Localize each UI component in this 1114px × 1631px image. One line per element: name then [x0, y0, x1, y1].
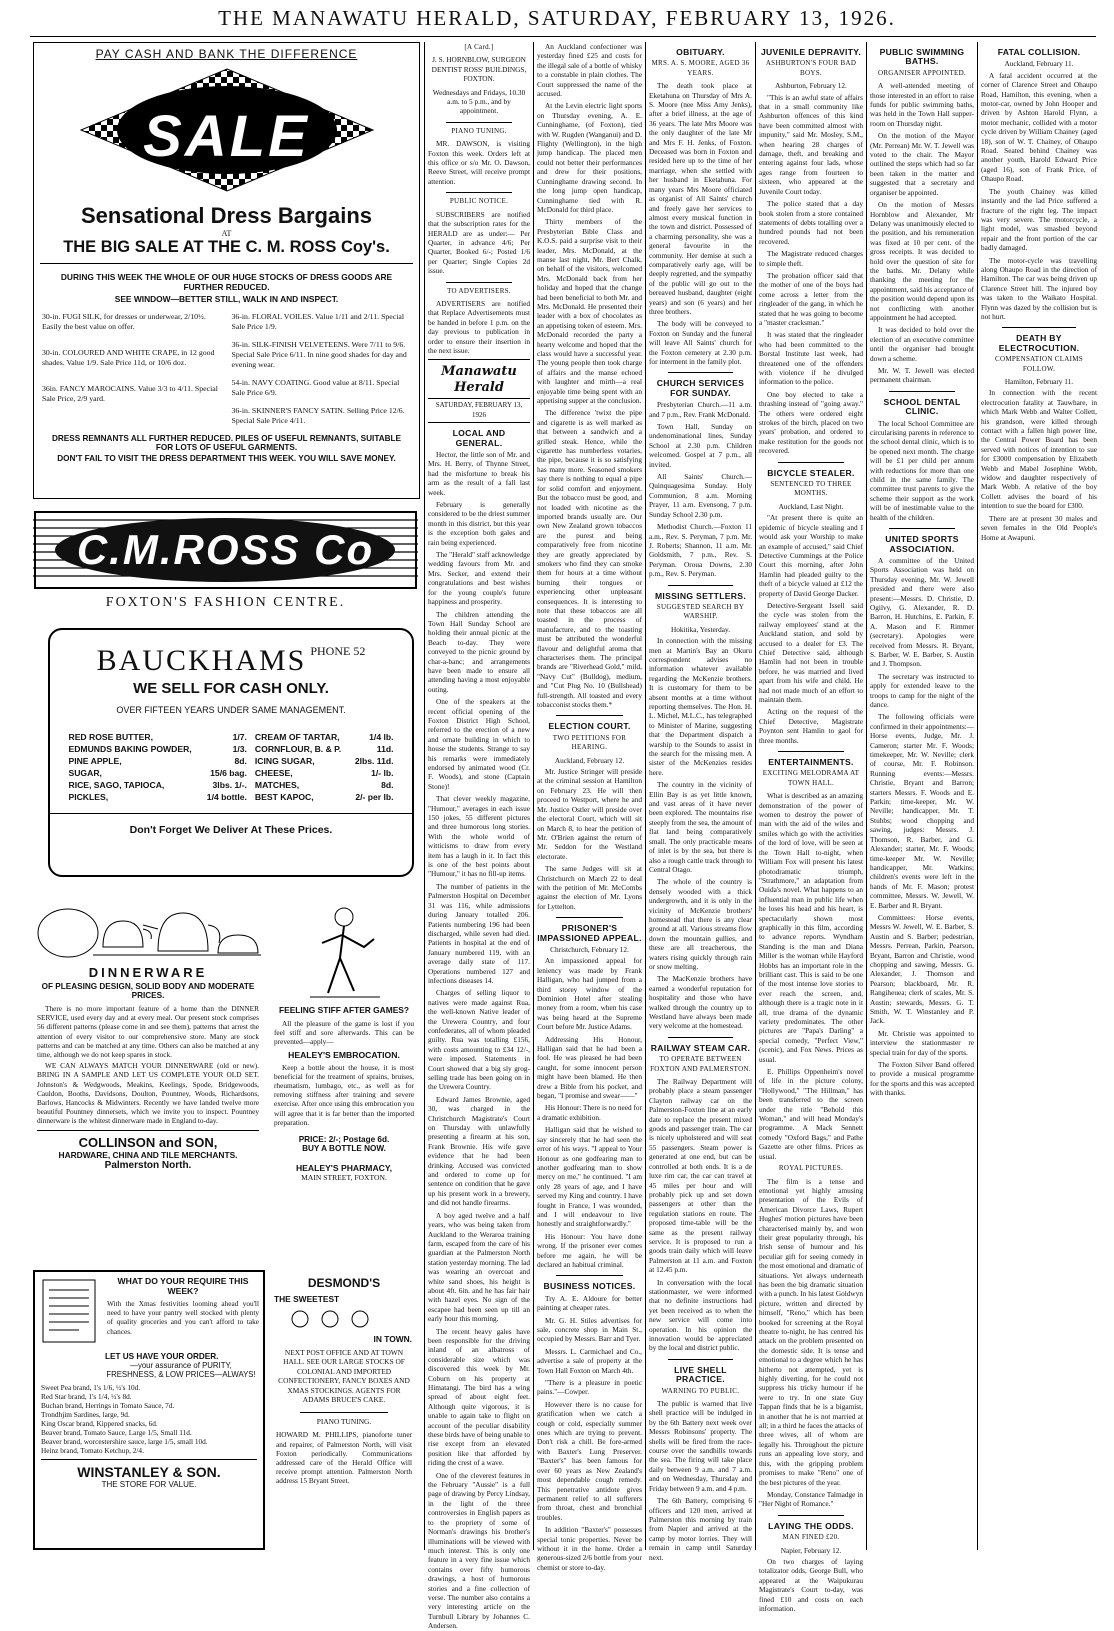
- column-5: [649, 42, 752, 1562]
- odds-dateline: Napier, February 12.: [780, 1545, 842, 1555]
- news-paragraph: Halligan said that he wished to say sincerely that he had seen the error of his ways. "I appeal to Your Honour as one godfearing man to another godfearing man to show mercy on me," he continued. "I am only 28 years of age, and I have served my King and country. I have fought in France, I was wounded, and I will endeavour to live honestly and straightforwardly.": [537, 1125, 642, 1229]
- desmonds-body: NEXT POST OFFICE AND AT TOWN HALL. SEE OUR LARGE STOCKS OF COLONIAL AND IMPORTED CONFECTIONERY, FANCY BOXES AND XMAS STOCKINGS. AGENTS FOR ADAMS BRUCE'S CAKE.: [278, 1348, 410, 1405]
- bicycle-head: BICYCLE STEALER.: [767, 467, 855, 478]
- obituary-sub: MRS. A. S. MOORE, AGED 36 YEARS.: [651, 59, 750, 77]
- news-paragraph: The 6th Battery, comprising 6 officers and 120 men, arrived at Palmerston this morning by train from Napier and arrived at the camp by motor lorries. They will remain in camp until Saturday next.: [649, 1496, 752, 1562]
- entertainments-sub: EXCITING MELODRAMA AT TOWN HALL.: [762, 769, 860, 787]
- news-paragraph: The "Herald" staff acknowledge wedding favours from Mr. and Mrs. Secker, and extend their congratulations and best wishes for the young couple's future happiness and prosperity.: [428, 550, 530, 607]
- news-paragraph: It was stated that the ringleader who had been committed to the Borstal Institute last week, had threatened one of the offenders with violence if he divulged information to the police.: [759, 330, 863, 387]
- public-notice-body: SUBSCRIBERS are notified that the subscription rates for the HERALD are as under:— Per Quarter, in advance 4/6; Per Quarter, Booked 6/-; Posted 1/6 per Quarter; Single Copies 2d issue.: [428, 209, 530, 276]
- sale-subhead: THE BIG SALE AT THE C. M. ROSS Coy's.: [63, 238, 390, 256]
- dinnerware-body2: WE CAN ALWAYS MATCH YOUR DINNERWARE (old or new). BRING IN A SAMPLE AND LET US COMPLETE YOUR OLD SET. Johnston's & Wedgwoods, Meakins, Keelings, Spode, Bridgewoods, Cauldon, Booths, Davidsons, Doulton, Pountney, Woods, Richardsons, Barlows, Hancocks & Midwinters. Recently we have landed twelve more beautiful Pountney dinnersets, which we invite you to inspect. Pountney dinnerware is the whitest dinnerware made in England to-day.: [37, 1061, 259, 1126]
- news-paragraph: A committee of the United Sports Association was held on Thursday evening, Mr. W. Jewell presided and there were also present:—Messrs. D. Christie, D. Ogilvy, G. Alexander, R. D. Barron, H. Hutchins, E. Parkin, F. A. Mason and F. Rimmer (secretary). Apologies were received from Messrs. R. Bryant, S. Barber, W. E. Barber, S. Austin and J. Thompson.: [870, 555, 974, 669]
- healeys-ad: [270, 903, 418, 1263]
- news-paragraph: The Foxton Silver Band offered to provide a musical programme for the sports and this was accepted with thanks.: [870, 1060, 974, 1098]
- news-paragraph: The secretary was instructed to apply for extended leave to the troops to camp for the night of the dance.: [870, 671, 974, 709]
- price-item: PICKLES,: [68, 792, 109, 802]
- winstanley-firm: WINSTANLEY & SON.: [77, 1464, 221, 1480]
- news-paragraph: In connection with the recent electrocution fatality at Tauwhare, in which Mark Webb and Walter Collett, his grandson, were killed through contact with a fallen high power line, the Central Power Board has been served with notices of intention to sue for £3000 compensation by Elizabeth Webb and Mabel Josephine Webb, widow and daughter respectively of Mark Webb. A relative of the boy Collett advises the board of his intention to sue the board for £300.: [981, 388, 1097, 511]
- piano-body: MR. DAWSON, is visiting Foxton this week. Orders left at this office or s/o Mr. O. Dawson, Reeve Street, will receive prompt attention.: [428, 139, 530, 186]
- price-row: [64, 779, 397, 791]
- price-value: 2/- per lb.: [355, 792, 394, 802]
- news-paragraph: Acting on the request of the Chief Detective, Magistrate Poynton sent Hamlin to gaol for three months.: [759, 707, 863, 745]
- price-value: 1/3.: [232, 744, 247, 754]
- column-4: [537, 42, 642, 1572]
- news-paragraph: The number of patients in the Palmerston Hospital on December 31 was 116, while admissions during January totalled 206. Patients numbering 196 had been discharged, while seven had died. Patients in hospital at the end of January numbered 119, with an average daily state of 117. Operations numbered 127 and infections diseases 14.: [428, 881, 530, 985]
- news-paragraph: There are at present 30 males and seven females in the Old People's Home at Awapuni.: [981, 513, 1097, 542]
- news-paragraph: The children attending the Town Hall Sunday School are holding their annual picnic at the Beach to-day. They were conveyed to the picnic ground by char-a-banc; and arrangements have been made to ensure all attending having a most enjoyable outing.: [428, 609, 530, 694]
- paper-title: Manawatu Herald: [441, 364, 517, 396]
- winstanley-body: With the Xmas festivities looming ahead you'll need to have your pantry well stocked with plenty of quality groceries and you can't afford to take chances.: [107, 1299, 259, 1336]
- winstanley-item: Beaver brand, worcestershire sauce, large 1/5, small 10d.: [41, 1437, 208, 1446]
- dinnerware-sub: OF PLEASING DESIGN, SOLID BODY AND MODERATE PRICES.: [41, 982, 255, 1000]
- news-paragraph: Town Hall, Sunday on undenominational lines, Sunday School at 2.30 p.m. Children welcomed. Gospel at 7 p.m., all invited.: [649, 422, 752, 469]
- news-paragraph: One boy elected to take a thrashing instead of "going away." The others were ordered eight strokes of the birch, placed on two years' probation, and ordered to make restitution for the goods not recovered.: [759, 389, 863, 456]
- sports-head: UNITED SPORTS ASSOCIATION.: [885, 534, 959, 554]
- winstanley-head: WHAT DO YOUR REQUIRE THIS WEEK?: [117, 1276, 249, 1296]
- news-paragraph: The youth Chainey was killed instantly and the lad Price suffered a fracture of the right leg. The impact was very severe. The motorcycle, a light model, was smashed beyond repair and the front portion of the car badly damaged.: [981, 186, 1097, 253]
- winstanley-body2: —your assurance of PURITY, FRESHNESS, & LOW PRICES—ALWAYS!: [106, 1361, 256, 1379]
- healeys-product: HEALEY'S EMBROCATION.: [288, 1049, 400, 1060]
- healeys-body: All the pleasure of the game is lost if you feel stiff and sore afterwards. This can be prevented—apply—: [274, 1019, 414, 1047]
- column-rule: [645, 42, 646, 1550]
- dentist-hours: Wednesdays and Fridays, 10.30 a.m. to 5 p.m., and by appointment.: [432, 87, 526, 116]
- news-paragraph: Charges of selling liquor to natives were made against Rua, the well-known Native leader of the Urewera Country, and four confederates, all of whom pleaded guilty. Rua was totalling £156, with costs amounting to £34 12/-, were imposed. Statements in Court showed that a big sly grog-selling trade has been going on in the Urewera Country.: [428, 988, 530, 1092]
- news-paragraph: The same Judges will sit at Christchurch on March 22 to deal with the petition of Mr. McCombs against the election of Mr. Lyons for Lyttelton.: [537, 864, 642, 911]
- bicycle-sub: SENTENCED TO THREE MONTHS.: [770, 480, 852, 498]
- price-item: RED ROSE BUTTER,: [68, 732, 153, 742]
- sale-at: AT: [221, 229, 232, 238]
- news-paragraph: At the Levin electric light sports on Thursday evening, A. E. Cunninghame, (of Foxton), tied with W. Rugden (Wanganui) and D. Flighty (Wellington), in the high jump handicap. The placed men could not better their performances and drew for their positions, Cunninghame drawing second. In the long jump open handicap, Cunninghame tied with R. McDonald for third place.: [537, 101, 642, 214]
- news-paragraph: Thirty members of the Presbyterian Bible Class and K.O.S. paid a surprise visit to their leader, Mrs. McDonald, at the manse last night, Mr. Bert Chalk, on behalf of the visitors, welcomed Mrs. McDonald back from her holiday and hoped that the change had been beneficial to both Mr. and Mrs. McDonald. He presented their leader with a box of chocolates as an appetising token of esteem. Mrs. McDonald recorded the party a hearty welcome and hoped that the class would have a successful year. The young people then took charge of affairs and the manse echoed with laughter and mirth—a real enjoyable time being spent with an appetising supper at the conclusion.: [537, 217, 642, 406]
- news-paragraph: The film is a tense and emotional yet highly amusing presentation of the Evils of American Divorce Laws, Rupert Hughes' motion pictures have been characterised mainly by, and won their great popularity through, his Irish sense of humour and his peculiar gift for seeing comedy in the most emotional and dramatic of situations. Yet always underneath has been the big dramatic situation with a punch. In his latest Goldwyn picture, written and directed by himself, "Reno," which has been booked for screening at the Royal theatre to-night, he has centred his attack on the problem presented on the domestic side. It is tense and emotional to a degree which he has hitherto not attempted, yet is highly diverting, for he could not suppress his tricky humour if he were to try. In one state Guy Tappan finds that he is a bigamist, in another that he is not married at all; in a third he faces the attacks of three wives, all of whom are legally his. Throughout the picture runs an appealing love story, and this, with the gripping problem promises to make "Reno" one of the best pictures of the year.: [759, 1176, 863, 1487]
- sale-headline: Sensational Dress Bargains: [80, 203, 372, 228]
- swim-head: PUBLIC SWIMMING BATHS.: [879, 47, 965, 67]
- news-paragraph: The country in the vicinity of Ellin Bay is as yet little known, and vast areas of it have never been explored. The mountains rise steeply from the sea, the amount of flat land being comparatively small. The only practicable means of inlet is by the sea, but there is also a rough cattle track through to Central Otago.: [649, 780, 752, 874]
- desmonds-sweetest: THE SWEETEST: [274, 1294, 340, 1304]
- news-paragraph: The body will be conveyed to Foxton on Sunday and the funeral will leave All Saints' church for the Foxton cemetery at 2.30 p.m. for interment in the family plot.: [649, 319, 752, 366]
- sale-item: 36in. FANCY MAROCAINS. Value 3/3 to 4/11. Special Sale Price, 2/9 yard.: [42, 384, 218, 403]
- news-paragraph: In addition "Baxter's" possesses special tonic properties. Never be without it in the home. Order a generous-sized 2/6 bottle from your chemist or store to-day.: [537, 1525, 642, 1572]
- news-paragraph: The probation officer said that the mother of one of the boys had come across a letter from the ringleader of the gang, in which he stated that he was going to become a "master cracksman.": [759, 270, 863, 327]
- price-value: 3lbs. 1/-.: [212, 780, 247, 790]
- bauckhams-ad: [48, 628, 414, 877]
- juvenile-sub: ASHBURTON'S FOUR BAD BOYS.: [765, 59, 857, 77]
- advertisers-head: TO ADVERTISERS.: [447, 286, 511, 295]
- dinnerware-firm: COLLINSON and SON,: [78, 1134, 218, 1150]
- news-paragraph: The difference 'twixt the pipe and cigarette is as well marked as that between a sandwich and a grilled steak. Hence, while the cigarette has numberless votaries, the pipe, because it is so satisfying has many more. Seasoned smokers say there is nothing to equal a pipe for solid comfort and enjoyment. But the tobacco must be good, and not loaded with nicotine as the imported brands usually are. Our own New Zealand grown tobaccos are the purest and being comparatively free from nicotine they are greatly appreciated by smokers who find they can smoke them for hours at a time without burning their tongues or experiencing other unpleasant consequences. It is interesting to note that these tobaccos are all toasted in the process of manufacture, and to the toasting must be attributed the wonderful flavour and delightful aroma that characterises them. The principal brands are "Riverhead Gold," mild, "Navy Cut" (Bulldog), medium, and "Cut Plug No. 10 (Bullshead) full-strength. All toasted and every tobacconist stocks them.*: [537, 408, 642, 710]
- sale-intro2: SEE WINDOW—BETTER STILL, WALK IN AND INSPECT.: [114, 294, 339, 304]
- winstanley-item: Sweet Pea brand, 1's 1/6, ½'s 10d.: [41, 1383, 141, 1392]
- bicycle-dateline: Auckland, Last Night.: [778, 501, 844, 511]
- price-row: [64, 767, 397, 779]
- column-7-content: [870, 42, 974, 1550]
- public-notice-head: PUBLIC NOTICE.: [449, 197, 509, 206]
- winstanley-item: Trondhjim Sardines, large, 9d.: [41, 1410, 130, 1419]
- sale-intro: DURING THIS WEEK THE WHOLE OF OUR HUGE STOCKS OF DRESS GOODS ARE FURTHER REDUCED.: [60, 272, 393, 292]
- news-paragraph: His Honour: There is no need for a dramatic exhibition.: [537, 1103, 642, 1122]
- card-label: [A Card.]: [464, 43, 494, 51]
- healeys-head: FEELING STIFF AFTER GAMES?: [279, 1005, 409, 1015]
- price-value: 1/4 bottle.: [206, 792, 247, 802]
- news-paragraph: The local School Committee are circularising parents in reference to the school dental clinic, which is to be opened next month. The charge will be £1 per child per annum with reductions for more than one child in the same family. The committee trust parents to give the scheme their support as the work will be of inestimable value to the health of the children.: [870, 418, 974, 522]
- news-paragraph: Mr. Christie was appointed to interview the stationmaster re special train for day of the sports.: [870, 1028, 974, 1057]
- paper-date: SATURDAY, FEBRUARY 13, 1926: [435, 401, 523, 419]
- sale-ad: [33, 42, 420, 499]
- sale-banner: PAY CASH AND BANK THE DIFFERENCE: [95, 47, 358, 61]
- news-paragraph: Try A. E. Aldoure for better painting at cheaper rates.: [537, 1293, 642, 1313]
- column-6: [759, 42, 863, 1613]
- piano-tuning-phillips: HOWARD M. PHILLIPS, pianoforte tuner and repairer, of Palmerston North, will visit Foxton periodically. Communications addressed care of the Herald Office will receive prompt attention. Palmerston North address 15 Bryant Street.: [276, 1430, 412, 1486]
- juvenile-dateline: Ashburton, February 12.: [775, 81, 847, 91]
- sale-item: 54-in. NAVY COATING. Good value at 8/11. Special Sale Price 6/9.: [231, 378, 400, 397]
- election-dateline: Auckland, February 12.: [554, 755, 625, 765]
- news-paragraph: Methodist Church.—Foxton 11 a.m., Rev. S. Peryman, 7 p.m. Mr. J. Roberts; Shannon, 11 a.m. Mr. Goldsmith, 7 p.m., Rev. S. Peryman. Oroua Downs, 2.30 p.m., Rev. S. Peryman.: [649, 522, 752, 579]
- news-paragraph: Mr. Justice Stringer will preside at the criminal session at Hamilton on February 23. He will then proceed to Westport, where he and Mr. Justice Ostler will preside over the electoral Court, which will sit on March 8, to hear the petition of Mr. O'Brien against the return of Mr. Seddon for the Westland electorate.: [537, 767, 642, 861]
- news-paragraph: His Honour: You have done wrong. If the prisoner ever comes before me again, he will be declared an habitual criminal.: [537, 1231, 642, 1269]
- news-paragraph: The death took place at Eketahuna on Thursday of Mrs A. S. Moore (nee Miss Amy Jenks), after a brief illness, at the age of 36 years. The late Mrs Moore was the only daughter of the late Mr and Mrs F. H. Jenks, of Foxton. Deceased was born in Foxton and resided here up to the time of her marriage, when she settled with her husband in Eketahuna. For many years Mrs Moore officiated as organist of All Saints' church and freely gave her services to almost every musical function in the town and district. Possessed of a charming personality, she was a general favourite in the community. Her demise at such a comparatively early age, will be deeply regretted, and the sympathy of the public will go out to the bereaved husband, daughter (eight years) and son (6 years) and her three brothers.: [649, 81, 752, 316]
- news-paragraph: One of the cleverest features in the February "Aussie" is a full page of drawing by Percy Lindsay, in the light of the three controversies in English papers as to the propriety of some of Norman's drawings his brother's illuminations will be viewed with much interest. This is only one feature in a very fine issue which contains over fifty humorous drawings, a host of humorous stories and a fine collection of verse. The number also contains a very interesting article on the Turnbull Library by Johannes C. Andersen.: [428, 1470, 530, 1631]
- column-rule: [866, 42, 867, 1550]
- sale-item: 36-in. FLORAL VOILES. Value 1/11 and 2/11. Special Sale Price 1/9.: [231, 312, 405, 331]
- news-paragraph: The motor-cycle was travelling along Ohaupo Road in the direction of Hamilton. The car was being driven up Clarence Street hill. The injured boy was taken to the Waikato Hospital. Flynn was dazed by the collision but is not hurt.: [981, 255, 1097, 321]
- column-rule: [755, 42, 756, 1550]
- athlete-graphic: [270, 903, 418, 1003]
- news-paragraph: Mr. W. T. Jewell was elected permanent chairman.: [870, 366, 974, 385]
- winstanley-item: King Oscar brand, Kippered snacks, 6d.: [41, 1419, 158, 1428]
- news-paragraph: However there is no cause for gratification when we catch a cough or cold, especially summer ones which are trying to prevent. Don't risk a chill. Be fore-armed with Baxter's Lung Preserver. "Baxter's" has been famous for over 60 years as New Zealand's most dependable cough remedy. This penetrative antidote gives permanent relief to all sufferers from throat, chest and bronchial troubles.: [537, 1399, 642, 1522]
- dinnerware-body: There is no more important feature of a home than the DINNER SERVICE, used every day and at every meal. Our present stock comprises 56 different patterns (please come in and see them), patterns that arrest the attention of every visitor to our comprehensive store. Many are stock patterns and can be matched at any time. Others can also be matched at any time, although we do not keep spares in stock.: [37, 1004, 259, 1060]
- news-paragraph: E. Phillips Oppenheim's novel of life in the picture colony, "Hollywood," "The Hillman," has been transferred to the screen under the title "Behold this Woman," and will head Monday's programme. A Mack Sennett comedy "Oxford Bags," and Pathe Gazette are other films. Prices as usual.: [759, 1067, 863, 1161]
- bauckhams-footer: Don't Forget We Deliver At These Prices.: [129, 824, 333, 836]
- news-paragraph: Committees: Horse events, Messrs W. Jewell, W. E. Barber, S. Austin and S. Barber; pedestrian, Messrs. Perrean, Parkin, Pearson, Bryant, Barron and Christie, wood chopping and sawing, Messrs. G. Alexander, J. Thomson and Pearson; blackboard, Mr. R. Rangiheuea; clerk of scales, Mr. S. Austin; stewards, Messrs. G. T. Smith, W. T. Winstanley and P. Jack.: [870, 912, 974, 1026]
- dentist-notice: J. S. HORNBLOW, SURGEON DENTIST ROSS' BUILDINGS, FOXTON.: [431, 55, 527, 84]
- desmonds-piano-head: PIANO TUNING.: [316, 1417, 372, 1427]
- railway-head: RAILWAY STEAM CAR.: [650, 1042, 751, 1053]
- price-item: BEST KAPOC,: [254, 792, 314, 802]
- swim-sub: ORGANISER APPOINTED.: [877, 68, 967, 77]
- healeys-buy: BUY A BOTTLE NOW.: [302, 1144, 386, 1154]
- sweets-graphic: [270, 1304, 418, 1334]
- price-item: RICE, SAGO, TAPIOCA,: [68, 780, 165, 790]
- odds-sub: MAN FINED £20.: [782, 1533, 840, 1542]
- column-rule: [533, 42, 534, 1550]
- healeys-firm: HEALEY'S PHARMACY,: [295, 1163, 393, 1174]
- dinnerware-town: Palmerston North.: [104, 1159, 192, 1171]
- news-paragraph: "At present there is quite an epidemic of bicycle stealing and I would ask your Worship to make an example of accused," said Chief Detective Cummings at the Police Court this morning, after John Hamlin had pleaded guilty to the theft of a bicycle valued at £12 the property of David George Dacker.: [759, 513, 863, 598]
- sale-footer2: DON'T FAIL TO VISIT THE DRESS DEPARTMENT THIS WEEK. YOU WILL SAVE MONEY.: [57, 454, 396, 463]
- church-head: CHURCH SERVICES FOR SUNDAY.: [656, 378, 745, 398]
- desmonds-ad: [270, 1270, 418, 1546]
- news-paragraph: That clever weekly magazine, "Humour," averages in each issue 150 jokes, 55 different pictures and three humorous long stories. With the whole world of witticisms to draw from every item has a laugh in it. In fact this is one of the best points about "Humour," it has no fill-up items.: [428, 794, 530, 879]
- piano-head: PIANO TUNING.: [451, 126, 507, 135]
- shell-head: LIVE SHELL PRACTICE.: [674, 1364, 727, 1385]
- electrocution-sub: COMPENSATION CLAIMS FOLLOW.: [995, 355, 1083, 373]
- grocery-order-graphic: [39, 1276, 99, 1346]
- dental-head: SCHOOL DENTAL CLINIC.: [883, 396, 961, 417]
- winstanley-item: Beaver brand, Tomato Sauce, Large 1/5, Small 11d.: [41, 1428, 192, 1437]
- sale-item: 36-in. SILK-FINISH VELVETEENS. Were 7/11 to 9/6. Special Sale Price 6/11. In nine good shades for day and evening wear.: [231, 340, 407, 369]
- bauckhams-slogan: WE SELL FOR CASH ONLY.: [133, 680, 329, 697]
- winstanley-item: Red Star brand, 1's 1/4, ½'s 8d.: [41, 1392, 132, 1401]
- railway-sub: TO OPERATE BETWEEN FOXTON AND PALMERSTON.: [650, 1055, 751, 1073]
- price-value: 15/6 bag.: [210, 768, 247, 778]
- news-paragraph: Presbyterian Church.—11 a.m. and 7 p.m., Rev. Frank McDonald.: [649, 400, 752, 419]
- price-item: EDMUNDS BAKING POWDER,: [68, 744, 192, 754]
- news-paragraph: The Magistrate reduced charges to simple theft.: [759, 249, 863, 268]
- column-rule: [977, 42, 978, 1550]
- news-paragraph: On two charges of laying totalizator odds, George Bull, who appeared at the Waipukurau Magistrate's Court to-day, was fined £10 and costs on each information.: [759, 1556, 863, 1613]
- ross-ad: [33, 510, 418, 615]
- news-paragraph: Monday, Constance Talmadge in "Her Night of Romance.": [759, 1489, 863, 1509]
- bauckhams-price-table: [64, 731, 397, 803]
- business-head: BUSINESS NOTICES.: [543, 1281, 636, 1292]
- news-paragraph: The Railway Department will probably place a steam passenger Clayton railway car on the Palmerston-Foxton line at an early date to replace the present mixed goods and passenger train. The car is nicely upholstered and will seat 55 passengers. Steam power is generated at one end, but can be controlled at both ends. It is a de luxe rim car, the car can travel at 45 miles per hour and will probably pick up and set down passengers at other than the regulation stations en route. The proposed time-table will be the same as the present railway service. It is proposed to run a goods train daily which will leave Palmerston at 11 a.m. and Foxton at 12.45 p.m.: [649, 1077, 752, 1275]
- dinnerware-title: DINNERWARE: [88, 965, 208, 980]
- price-value: 2lbs. 11d.: [354, 756, 394, 766]
- price-row: [64, 743, 397, 755]
- ross-logo: C.M.ROSS Co: [76, 526, 375, 573]
- news-paragraph: The police stated that a day book stolen from a store contained statements of debts totalling over a hundred pounds had not been recovered.: [759, 199, 863, 246]
- news-paragraph: "This is an awful state of affairs that in a small community like Ashburton offences of this kind have been committed almost with impunity," said Mr. Mosley, S.M., when hearing 28 charges of damage, theft, and breaking and entering against four lads, whose ages range from fourteen to sixteen, who appeared at the Juvenile Court today.: [759, 92, 863, 196]
- electrocution-head: DEATH BY ELECTROCUTION.: [998, 333, 1080, 353]
- price-row: [64, 755, 397, 767]
- ross-tagline: FOXTON'S FASHION CENTRE.: [105, 595, 346, 610]
- news-paragraph: Edward James Brownie, aged 30, was charged in the Christchurch Magistrate's Court on Thursday with unlawfully presenting a firearm at his son, Frank Brownie. His wife gave evidence that he had been drinking. Accused was convicted and ordered to come up for sentence on condition that he gave up his present work in a brewery, and did not handle firearms.: [428, 1094, 530, 1208]
- news-paragraph: In connection with the missing men at Martin's Bay an Okuru correspondent advises no information whatever available regarding the McKenzie brothers. It is customary for them to be absent months at a time without reporting themselves. The Hon. H. L. Michel, M.L.C., has telegraphed to Minister of Marine, suggesting that the Department dispatch a warship to the Sounds to assist in the search for the missing men. A sister of the McKenzies resides here.: [649, 636, 752, 777]
- price-item: CREAM OF TARTAR,: [254, 732, 340, 742]
- sale-item: 36-in. SKINNER'S FANCY SATIN. Selling Price 12/6. Special Sale Price 4/11.: [231, 406, 405, 425]
- masthead: THE MANAWATU HERALD, SATURDAY, FEBRUARY 13, 1926.: [218, 6, 896, 30]
- election-head: ELECTION COURT.: [548, 721, 631, 732]
- odds-head: LAYING THE ODDS.: [768, 1520, 854, 1531]
- prisoner-dateline: Christchurch, February 12.: [550, 944, 629, 954]
- healeys-address: MAIN STREET, FOXTON.: [301, 1173, 387, 1183]
- winstanley-ad: [33, 1270, 265, 1550]
- election-sub: TWO PETITIONS FOR HEARING.: [552, 733, 627, 752]
- missing-sub: SUGGESTED SEARCH BY WARSHIP.: [656, 602, 745, 621]
- news-paragraph: Addressing His Honour, Halligan said that he had been a fool. He was pleased he had been caught, for some innocent person might have been blamed. He then drew a Bible from his pocket, and began, "I promise and swear——": [537, 1034, 642, 1101]
- winstanley-tag: THE STORE FOR VALUE.: [101, 1480, 197, 1489]
- news-paragraph: Detective-Sergeant Issell said the cycle was stolen from the railway employees' stand at the Auckland station, and sold by accused to a dealer for £3. The Chief Detective said, although Hamlin had not been in trouble before, he was married and lived apart from his wife and child. He had not made much of an effort to maintain them.: [759, 600, 863, 704]
- news-paragraph: "There is a pleasure in poetic pains."—Cowper.: [537, 1378, 642, 1397]
- news-paragraph: A boy aged twelve and a half years, who was being taken from Auckland to the Weraroa training farm, escaped from the care of his guardian at the Palmerston North station yesterday morning. The lad was wearing an overcoat and white sand shoes, his height is about 4ft. 6in. and he has fair hair with hazel eyes. No sign of the escapee had been seen up till an early hour this morning.: [428, 1210, 530, 1324]
- news-paragraph: What is described as an amazing demonstration of the power of women to destroy the power of man with the aid of the wiles and smiles which go with the activities of the lord of love, will be seen at the Town Hall to-night, when William Fox will present his latest photodramatic triumph, "Strathmore," an adaptation from Ouida's novel. What happens to an influential man in public life when he loses his head and his heart, is spectacularly shown most graphically in this film, according to advance reports. Wyndham Standing is the man and Diana Miller is the woman while Hayford Hobbs has an important role in the brilliant cast. This is said to be one of the most intense love stories to ever reach the screen, and, although there is a tragic note in it all, true drama of the dynamic variety predominates. The other pictures are "Papa's Darling" a special comedy, "Perfect View," (scenic), and Fox News. Prices as usual.: [759, 791, 863, 1064]
- fatal-head: FATAL COLLISION.: [997, 47, 1081, 57]
- news-paragraph: On the motion of Messrs Hornblow and Alexander, Mr Delany was unanimously elected to the position, and his remuneration was fixed at 10 per cent. of the gross receipts. It was decided to hold over the question of site for the baths. Mr. Delany while thanking the meeting for the appointment, said his acceptance of the position would depend upon its not conflicting with another appointment he had accepted.: [870, 200, 974, 322]
- desmonds-name: DESMOND'S: [307, 1276, 381, 1290]
- price-row: [64, 791, 397, 803]
- column-rule: [424, 42, 425, 1550]
- news-paragraph: The following officials were confirmed in their appointments:—Horse events, Judge, Mr. J. Cameron; starter Mr. F. Woods; timekeeper, Mr. W. Neville; clerk of course, Mr. F. Robinson. Running events:—Messrs. Christie, Bryant and Barron; starters Messrs. F. Woods and E. Parkin; time-keeper, Mr. W. Neville; handicapper, Mr. T. Stubbs; wood chopping and sawing, judges: Messrs. J. Thomson, R. Barber, and G. Alexander; starter, Mr. F. Woods; time-keeper Mr. W. Neville; handicapper, Mr. Watkins; children's events were left in the hands of Mr. F. Mason; protest committee, Messrs. W. Jewell, W. E. Barber and R. Bryant.: [870, 712, 974, 910]
- bauckhams-name: BAUCKHAMS: [96, 644, 307, 677]
- royal-head: ROYAL PICTURES.: [778, 1164, 844, 1173]
- news-paragraph: In conversation with the local stationmaster, we were informed that no definite instructions had yet been received as to when the new service will come into operation. In his opinion the innovation would be appreciated by the local and district public.: [649, 1277, 752, 1353]
- fatal-dateline: Auckland, February 11.: [1004, 59, 1074, 69]
- price-value: 8d.: [234, 756, 247, 766]
- column-3: [428, 42, 530, 1631]
- bauckhams-phone: PHONE 52: [310, 644, 366, 658]
- tea-set-graphic: [33, 903, 263, 961]
- price-item: PINE APPLE,: [68, 756, 122, 766]
- prisoner-head: PRISONER'S IMPASSIONED APPEAL.: [537, 923, 642, 943]
- desmonds-intown: IN TOWN.: [373, 1334, 412, 1344]
- news-paragraph: The recent heavy gales have been responsible for the driving inland of an albatross of considerable size which was discovered this week by Mr. Coburn on his property at Himatangi. The bird has a wing spread of about eight feet. Although quite vigorous, it is unable to again take to flight on account of the peculiar disability these birds have of being unable to rise except from an elevated position like that afforded by riding the crest of a wave.: [428, 1326, 530, 1468]
- advertisers-body: ADVERTISERS are notified that Replace Advertisements must be handed in before 1 p.m. on the day previous to publication in order to ensure their insertion in the next issue.: [428, 298, 530, 355]
- sale-footer: DRESS REMNANTS ALL FURTHER REDUCED. PILES OF USEFUL REMNANTS, SUITABLE FOR LOTS OF USEFUL GARMENTS.: [51, 434, 402, 452]
- news-paragraph: The MacKenzie brothers have earned a wonderful reputation for hospitality and those who have walked through the country up to Westland have always been made very welcome at the homestead.: [649, 974, 752, 1031]
- local-general-head: LOCAL AND GENERAL.: [452, 428, 506, 448]
- healeys-price: PRICE: 2/-; Postage 6d.: [298, 1135, 390, 1145]
- price-item: MATCHES,: [254, 780, 300, 790]
- winstanley-item: Heinz brand, Tomato Ketchup, 2/4.: [41, 1446, 144, 1455]
- news-paragraph: An impassioned appeal for leniency was made by Frank Halligan, who had jumped from a third storey window of the Dominion Hotel after stealing money from a room, when his case was being heard at the Supreme Court before Mr. Justice Adams.: [537, 956, 642, 1032]
- juvenile-head: JUVENILE DEPRAVITY.: [760, 47, 862, 57]
- healeys-body2: Keep a bottle about the house, it is most beneficial for the treatment of sprains, bruises, rheumatism, lumbago, etc., as well as for removing stiffness after training and severe exercise. After once using this embrocation you will agree that it is far better than the imported preparation.: [274, 1062, 414, 1127]
- news-paragraph: Hector, the little son of Mr. and Mrs. H. Berry, of Thynne Street, had the misfortune to break his arm as the result of a fall last week.: [428, 450, 530, 497]
- news-paragraph: The whole of the country is densely wooded with a thick undergrowth, and it is only in the vicinity of McKenzie brothers' homestead that there is any clear ground at all. Various streams flow down the mountain gullies, and these are all treacherous, the waters rising quickly through rain or snow melting.: [649, 877, 752, 971]
- obituary-head: OBITUARY.: [676, 47, 725, 57]
- price-item: CHEESE,: [254, 768, 293, 778]
- missing-head: MISSING SETTLERS.: [654, 590, 747, 601]
- news-paragraph: An Auckland confectioner was yesterday fined £25 and costs for the illegal sale of a bottle of whisky to a constable in plain clothes. The Court suppressed the name of the accused.: [537, 42, 642, 99]
- price-value: 11d.: [376, 744, 394, 754]
- sale-item: 30-in. COLOURED AND WHITE CRAPE, in 12 good shades. Value 1/9. Sale Price 11d, or 10/6 doz.: [42, 348, 215, 367]
- news-paragraph: It was decided to hold over the election of an executive committee until the organiser had brought down a scheme.: [870, 325, 974, 363]
- news-paragraph: The public is warned that live shell practice will be indulged in by the 6th Battery next week over Messrs Robinsons' property. The shells will be fired from the race-course over the sandhills towards the sea. The firing will take place daily between 9 a.m. and 7 a.m. and on Wednesday, Thursday and Friday between 9 a.m. and 4 p.m.: [649, 1399, 752, 1493]
- bauckhams-tagline: OVER FIFTEEN YEARS UNDER SAME MANAGEMENT.: [116, 705, 346, 715]
- winstanley-order: LET US HAVE YOUR ORDER.: [105, 1352, 219, 1361]
- price-row: [64, 731, 397, 743]
- news-paragraph: All Saints' Church.—Quinquagesima Sunday. Holy Communion, 8 a.m. Morning Prayer, 11 a.m. Evensong, 7 p.m. Sunday School 2.30 p.m.: [649, 472, 752, 519]
- price-value: 8d.: [381, 780, 394, 790]
- entertainments-head: ENTERTAINMENTS.: [768, 757, 854, 768]
- price-item: SUGAR,: [68, 768, 102, 778]
- price-value: 1/- lb.: [371, 768, 394, 778]
- news-paragraph: Mr. G. H. Stiles advertises for sale, concrete shop in Main St., occupied by Messrs. Barr and Tyer.: [537, 1315, 642, 1344]
- column-8: [981, 42, 1097, 1550]
- price-value: 1/4 lb.: [369, 732, 394, 742]
- price-item: ICING SUGAR,: [254, 756, 315, 766]
- price-value: 1/7.: [232, 732, 247, 742]
- news-paragraph: One of the speakers at the recent official opening of the Foxton District High School, referred to the erection of a new and ornate building in which to house the students. Strange to say his remarks were immediately endorsed by animated wood (Cr. F. Woods), and stone (Captain Stone)!: [428, 697, 530, 791]
- sale-item: 30-in. FUGI SILK, for dresses or underwear, 2/10½. Easily the best value on offer.: [42, 312, 206, 331]
- news-paragraph: A fatal accident occurred at the corner of Clarence Street and Ohaupo Road, Hamilton, this evening, when a motor-car, owned by John Hooper and driven by Ashton Harold Flynn, a motor mechanic, collided with a motor cycle driven by William Chainey (aged 18), son of W. T. Chainey, of Ohaupo Road. Seated behind Chainey was another youth, Harold Edward Price (aged 16), son of Frank Price, of Ohaupo Road.: [981, 70, 1097, 184]
- masthead-rule: [30, 36, 1096, 37]
- news-paragraph: Messrs. L. Carmichael and Co., advertise a sale of property at the Town Hall Foxton on March 4th.: [537, 1346, 642, 1375]
- dinnerware-ad: [33, 903, 263, 1263]
- news-paragraph: On the motion of the Mayor (Mr. Perrean) Mr. W. T. Jewell was voted to the chair. The Mayor outlined the steps which had so far been taken in the matter and suggested that a secretary and organiser be appointed.: [870, 131, 974, 197]
- dinnerware-firm-sub: HARDWARE, CHINA AND TILE MERCHANTS.: [58, 1149, 238, 1160]
- news-paragraph: A well-attended meeting of those interested in an effort to raise funds for public swimming baths, was held in the Town Hall supper-room on Thursday night.: [870, 81, 974, 128]
- price-item: CORNFLOUR, B. & P.: [254, 744, 342, 754]
- news-paragraph: February is generally considered to be the driest summer month in this district, but this year is the exception both gales and rain being experienced.: [428, 500, 530, 547]
- shell-sub: WARNING TO PUBLIC.: [661, 1386, 740, 1395]
- missing-dateline: Hokitika, Yesterday.: [670, 624, 731, 634]
- electrocution-dateline: Hamilton, February 11.: [1004, 377, 1074, 386]
- sale-word: SALE: [143, 104, 310, 169]
- winstanley-item: Buchan brand, Herrings in Tomato Sauce, 7d.: [41, 1401, 175, 1410]
